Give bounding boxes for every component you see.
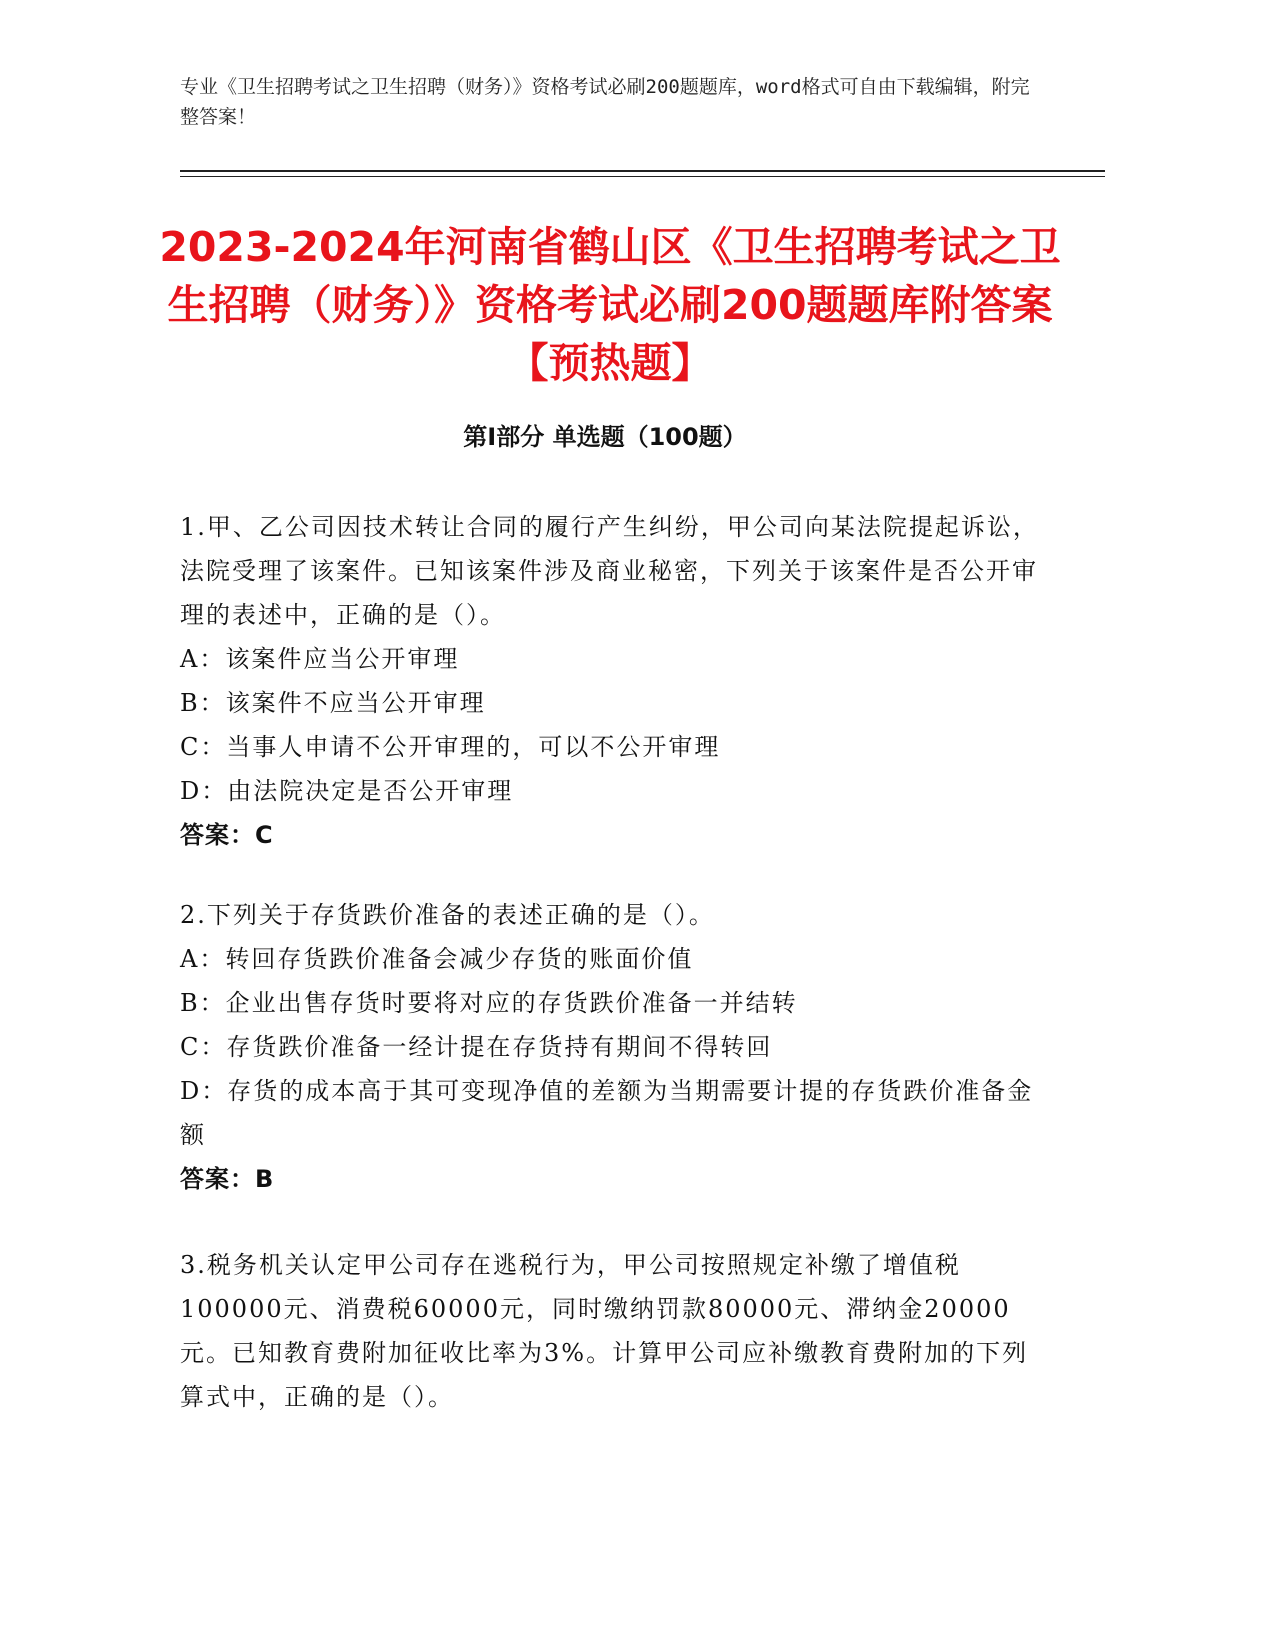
question-stem: 2.下列关于存货跌价准备的表述正确的是（）。: [180, 901, 715, 929]
question-3: [180, 1243, 1040, 1419]
header-note: 专业《卫生招聘考试之卫生招聘（财务）》资格考试必刷200题题库，word格式可自由下载编辑，附完整答案！: [180, 76, 1030, 128]
document-title: 2023-2024年河南省鹤山区《卫生招聘考试之卫生招聘（财务）》资格考试必刷200题题库附答案【预热题】: [159, 223, 1061, 387]
option-d: D：存货的成本高于其可变现净值的差额为当期需要计提的存货跌价准备金额: [180, 1077, 1034, 1149]
question-1: [180, 505, 1040, 857]
option-a: A：该案件应当公开审理: [180, 645, 460, 673]
option-c: C：存货跌价准备一经计提在存货持有期间不得转回: [180, 1033, 773, 1061]
answer: 答案：B: [180, 1165, 275, 1193]
question-2: [180, 893, 1040, 1201]
option-d: D：由法院决定是否公开审理: [180, 777, 514, 805]
section-title: 第Ⅰ部分 单选题（100题）: [463, 423, 747, 451]
header-divider: [180, 170, 1105, 172]
option-b: B：企业出售存货时要将对应的存货跌价准备一并结转: [180, 989, 798, 1017]
option-b: B：该案件不应当公开审理: [180, 689, 486, 717]
question-stem: 3.税务机关认定甲公司存在逃税行为，甲公司按照规定补缴了增值税100000元、消费税60000元，同时缴纳罚款80000元、滞纳金20000元。已知教育费附加征收比率为3%。计算甲公司应补缴教育费附加的下列算式中，正确的是（）。: [180, 1251, 1029, 1411]
option-c: C：当事人申请不公开审理的，可以不公开审理: [180, 733, 721, 761]
header-divider-thin: [180, 176, 1105, 177]
option-a: A：转回存货跌价准备会减少存货的账面价值: [180, 945, 694, 973]
question-stem: 1.甲、乙公司因技术转让合同的履行产生纠纷，甲公司向某法院提起诉讼，法院受理了该案件。已知该案件涉及商业秘密，下列关于该案件是否公开审理的表述中，正确的是（）。: [180, 513, 1039, 629]
answer: 答案：C: [180, 821, 274, 849]
